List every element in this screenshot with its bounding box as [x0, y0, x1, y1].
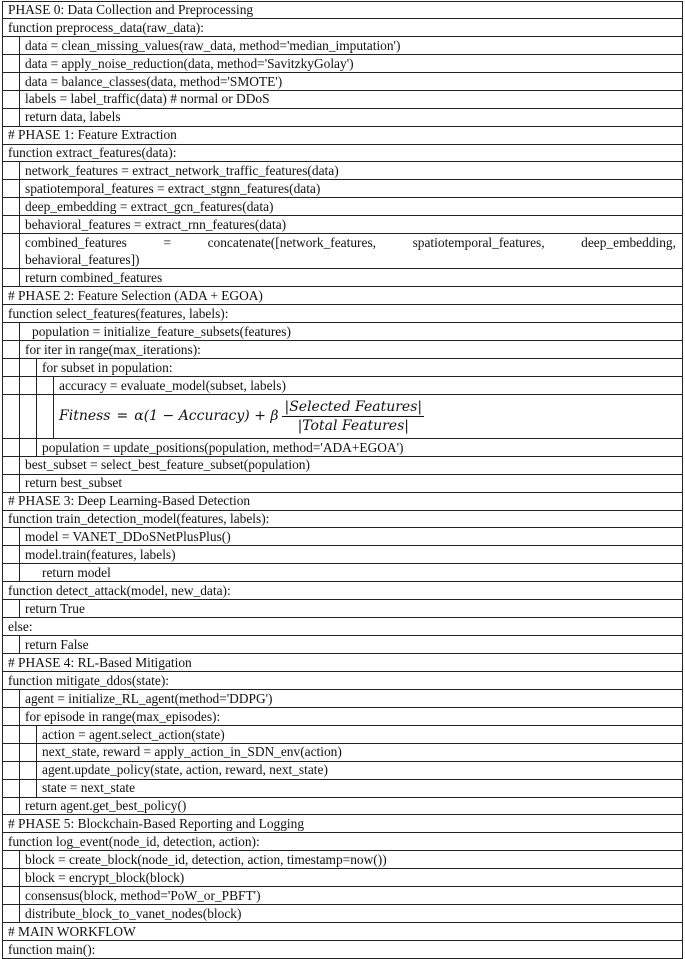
code-line: return True	[25, 600, 85, 616]
loop-header: for episode in range(max_episodes):	[25, 708, 221, 724]
code-line: best_subset = select_best_feature_subset(population)	[25, 457, 310, 473]
algorithm-table	[2, 1, 683, 959]
phase-heading: # PHASE 4: RL-Based Mitigation	[8, 654, 192, 670]
code-row	[2, 762, 683, 780]
code-row	[2, 564, 683, 582]
code-row	[2, 923, 683, 941]
function-definition: function main():	[8, 941, 96, 957]
loop-header: for iter in range(max_iterations):	[25, 341, 201, 357]
code-row	[2, 287, 683, 305]
code-row	[2, 323, 683, 341]
code-row	[2, 726, 683, 744]
code-row	[2, 654, 683, 672]
code-row	[2, 19, 683, 37]
code-row	[2, 851, 683, 869]
code-row	[2, 869, 683, 887]
code-row	[2, 582, 683, 600]
function-definition: function mitigate_ddos(state):	[8, 672, 170, 688]
phase-heading: # MAIN WORKFLOW	[8, 923, 136, 939]
code-row	[2, 305, 683, 323]
code-line: block = encrypt_block(block)	[25, 870, 185, 886]
code-line: model.train(features, labels)	[25, 547, 176, 563]
code-token: spatiotemporal_features,	[412, 235, 545, 251]
code-row	[2, 180, 683, 198]
code-row	[2, 216, 683, 234]
phase-heading: # PHASE 1: Feature Extraction	[8, 127, 177, 143]
function-definition: function extract_features(data):	[8, 145, 177, 161]
code-row	[2, 475, 683, 493]
code-line: behavioral_features = extract_rnn_features(data)	[25, 217, 287, 233]
code-token: combined_features	[25, 235, 127, 251]
code-line: data = clean_missing_values(raw_data, method='median_imputation')	[25, 37, 401, 53]
code-line: data = balance_classes(data, method='SMOTE')	[25, 73, 283, 89]
function-definition: function select_features(features, labels):	[8, 305, 229, 321]
code-row	[2, 162, 683, 180]
code-line: block = create_block(node_id, detection, action, timestamp=now())	[25, 852, 387, 868]
code-row	[2, 833, 683, 851]
code-row	[2, 798, 683, 816]
code-line: deep_embedding = extract_gcn_features(data)	[25, 199, 274, 215]
code-row	[2, 815, 683, 833]
code-row	[2, 887, 683, 905]
code-token: concatenate([network_features,	[207, 235, 376, 251]
code-row	[2, 439, 683, 457]
code-line: return False	[25, 636, 89, 652]
code-line: agent = initialize_RL_agent(method='DDPG')	[25, 690, 273, 706]
loop-header: for subset in population:	[42, 359, 173, 375]
code-line-wrapped	[20, 234, 682, 268]
function-definition: function detect_attack(model, new_data):	[8, 583, 231, 599]
code-row	[2, 269, 683, 287]
code-row	[2, 198, 683, 216]
code-line: return agent.get_best_policy()	[25, 798, 187, 814]
code-line: return best_subset	[25, 475, 123, 491]
function-definition: function preprocess_data(raw_data):	[8, 19, 204, 35]
fraction-numerator: |Selected Features|	[284, 398, 423, 415]
formula-body: α(1 − Accuracy) + β	[134, 408, 279, 425]
function-definition: function train_detection_model(features, labels):	[8, 511, 270, 527]
phase-heading: # PHASE 2: Feature Selection (ADA + EGOA)	[8, 287, 263, 303]
code-line: else:	[8, 618, 33, 634]
code-line: consensus(block, method='PoW_or_PBFT')	[25, 887, 261, 903]
code-line: spatiotemporal_features = extract_stgnn_features(data)	[25, 181, 321, 197]
code-line: return model	[42, 565, 111, 581]
code-row	[2, 55, 683, 73]
code-line: model = VANET_DDoSNetPlusPlus()	[25, 529, 231, 545]
code-line: network_features = extract_network_traffic_features(data)	[25, 163, 339, 179]
code-continuation: behavioral_features])	[25, 251, 140, 267]
code-row	[2, 341, 683, 359]
phase-heading: # PHASE 5: Blockchain-Based Reporting and Logging	[8, 816, 305, 832]
code-row	[2, 672, 683, 690]
code-line: state = next_state	[42, 780, 136, 796]
code-line: data = apply_noise_reduction(data, method='SavitzkyGolay')	[25, 55, 354, 71]
code-row	[2, 546, 683, 564]
code-row	[2, 145, 683, 163]
code-row	[2, 690, 683, 708]
code-line: population = initialize_feature_subsets(features)	[32, 323, 291, 339]
code-line: return combined_features	[25, 269, 163, 285]
code-row	[2, 395, 683, 439]
code-row	[2, 941, 683, 959]
phase-heading: PHASE 0: Data Collection and Preprocessing	[8, 2, 254, 18]
code-line: labels = label_traffic(data) # normal or DDoS	[25, 91, 270, 107]
code-line: population = update_positions(population, method='ADA+EGOA')	[42, 439, 404, 455]
code-row	[2, 780, 683, 798]
code-row	[2, 457, 683, 475]
code-row	[2, 493, 683, 511]
formula-equals: =	[116, 408, 129, 425]
phase-heading: # PHASE 3: Deep Learning-Based Detection	[8, 493, 251, 509]
fitness-formula	[54, 395, 682, 438]
code-row	[2, 234, 683, 269]
fraction-denominator: |Total Features|	[297, 417, 409, 434]
code-row	[2, 600, 683, 618]
function-definition: function log_event(node_id, detection, action):	[8, 834, 260, 850]
code-row	[2, 744, 683, 762]
code-row	[2, 109, 683, 127]
code-row	[2, 91, 683, 109]
code-line: accuracy = evaluate_model(subset, labels)	[59, 377, 286, 393]
formula-fraction	[282, 400, 424, 433]
code-row	[2, 1, 683, 19]
code-row	[2, 377, 683, 395]
code-row	[2, 618, 683, 636]
code-row	[2, 636, 683, 654]
code-row	[2, 359, 683, 377]
code-line: agent.update_policy(state, action, reward, next_state)	[42, 762, 328, 778]
code-row	[2, 708, 683, 726]
code-line: distribute_block_to_vanet_nodes(block)	[25, 905, 242, 921]
code-row	[2, 37, 683, 55]
code-row	[2, 905, 683, 923]
code-token: =	[163, 235, 172, 251]
formula-lhs: Fitness	[59, 408, 111, 425]
code-row	[2, 511, 683, 529]
code-row	[2, 127, 683, 145]
code-line: action = agent.select_action(state)	[42, 726, 225, 742]
code-row	[2, 528, 683, 546]
code-token: deep_embedding,	[581, 235, 676, 251]
code-line: next_state, reward = apply_action_in_SDN_env(action)	[42, 744, 342, 760]
code-row	[2, 73, 683, 91]
code-line: return data, labels	[25, 109, 121, 125]
